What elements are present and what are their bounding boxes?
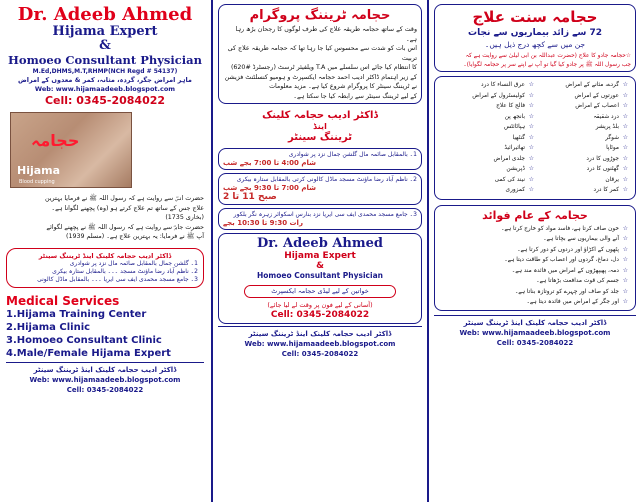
clinic-training: ٹریننگ سینٹر (288, 132, 352, 143)
training-title: حجامہ ٹریننگ پروگرام (249, 8, 391, 23)
clinic-title: ڈاکٹر ادیب حجامہ کلینک (262, 110, 378, 121)
doctor-name: Dr. Adeeb Ahmed (17, 4, 193, 25)
location-time-extra: صبح 11 تا 2 (223, 192, 277, 202)
location-time: شام 7:00 تا 9:30 بجے شب (223, 184, 317, 192)
footer-cell: Cell: 0345-2084022 (496, 338, 574, 347)
benefit-item: ☆ دل، دماغ، گردوں اور اعصاب کو طاقت دیتا ہے۔ (441, 255, 619, 266)
photo-title: حجامہ (31, 131, 80, 150)
disease-item: ☆ اعصاب کے امراض (535, 101, 619, 112)
intro-line: کے لیے ٹریننگ سینٹر سے رابطہ کیا جا سکتا ہے۔ (293, 92, 417, 100)
location-item (218, 173, 422, 205)
benefit-item: ☆ جسم کی قوت مدافعت بڑھاتا ہے۔ (441, 276, 619, 287)
clinic-and: اینڈ (313, 122, 327, 131)
hadith-line: حضرت جابرؓ سے روایت ہے کہ رسول اللہ ﷺ نے پچھنے لگوائے (46, 223, 204, 231)
column-middle (214, 0, 426, 502)
hadith-line: (بخاری 1735) (165, 214, 204, 221)
doctor-card (218, 233, 422, 324)
doctor-name: Dr. Adeeb Ahmed (257, 236, 383, 251)
location-text: 1۔ بالمقابل صائمہ مال گلشن جمال نزد پر شوادری (288, 151, 417, 158)
disease-item: ☆ بانجھ پن (441, 112, 525, 123)
homoeo-title: Homoeo Consultant Physician (257, 271, 383, 280)
intro-line: وقت کے ساتھ حجامہ طریقہ علاج کی طرف لوگوں کا رجحان بڑھ رہا ہے۔ (235, 26, 417, 43)
ladies-badge: خواتین کے لیے لیڈی حجامہ ایکسپرٹ (244, 285, 396, 298)
diseases-column-right (535, 80, 629, 196)
services-title: Medical Services (6, 293, 120, 308)
service-item: 1.Hijama Training Center (6, 308, 147, 320)
disease-item: ☆ جلدی امراض (441, 154, 525, 165)
benefits-section (434, 205, 636, 311)
website: Web: www.hijamaadeeb.blogspot.com (34, 85, 176, 93)
appointment-note: (آسانی کے لیے فون پر وقت لے لیا جائے) (267, 301, 373, 309)
benefits-title: حجامہ کے عام فوائد (482, 208, 588, 222)
training-section (218, 4, 422, 104)
training-intro (223, 25, 417, 101)
hadith-line: علاج جس کے ساتھ تم علاج کرتے ہو (وہ) پچھنے لگوانا ہے۔ (51, 204, 204, 212)
column-divider (427, 0, 429, 502)
intro-line: اس بات کو شدت سے محسوس کیا جا رہا تھا کہ حجامہ طریقہ علاج کی تربیت (227, 45, 417, 62)
locations-list (218, 148, 422, 230)
sunnah-hadith (439, 52, 631, 69)
photo-caption: Hijama (17, 164, 61, 177)
diseases-column-left (441, 80, 535, 196)
disease-item: ☆ کمزوری (441, 185, 525, 196)
disease-item: ☆ عورتوں کے امراض (535, 91, 619, 102)
disease-item: ☆ ہپاٹائٹس (441, 122, 525, 133)
service-item: 2.Hijama Clinic (6, 321, 91, 333)
benefit-item: ☆ آنے والی بیماریوں سے بچاتا ہے۔ (441, 234, 619, 245)
benefit-item: ☆ جلد کو صاف اور چہرے کو تروتازہ بناتا ہے۔ (441, 287, 619, 298)
specialty: ماہر امراض جگر، گردہ، مثانہ، کمر & معدوں کے امراض (18, 76, 192, 84)
column-left (0, 0, 210, 502)
cell-number: Cell: 0345-2084022 (270, 310, 370, 320)
location-text: 3۔ جامع مسجد محمدی ایف سی ایریا نزد بنارس اسکوائر زہرہ نگر بلکور (233, 211, 417, 218)
expert-title: Hijama Expert (52, 24, 158, 39)
hadith-block (6, 194, 204, 242)
disease-item: ☆ گھٹنوں کا درد (535, 164, 619, 175)
hadith-line: ☆حجامہ جادو کا علاج (حضرت عبداللہ بن ابی لیلیٰ سے روایت ہے کہ (465, 53, 631, 59)
center-item: 2۔ ناظم آباد رضا ماؤنٹ مسجد ۔۔۔ بالمقابل ستارہ بیکری (52, 267, 198, 275)
benefit-item: ☆ پٹھوں کے اکڑاؤ اور دردوں کو دور کرتا ہے۔ (441, 245, 619, 256)
disease-item: ☆ یرقان (535, 175, 619, 186)
disease-item: ☆ درد شقیقہ (535, 112, 619, 123)
disease-item: ☆ ڈپریشن (441, 164, 525, 175)
column-right (430, 0, 640, 502)
footer-title: ڈاکٹر ادیب حجامہ کلینک اینڈ ٹریننگ سینٹر (248, 330, 392, 338)
footer-web[interactable]: Web: www.hijamaadeeb.blogspot.com (244, 340, 396, 348)
homoeo-title: Homoeo Consultant Physician (8, 53, 202, 67)
disease-item: ☆ شوگر (535, 133, 619, 144)
centers-title: ڈاکٹر ادیب حجامہ کلینک اینڈ ٹریننگ سینٹر (38, 251, 172, 260)
disease-item: ☆ تھائیرائیڈ (441, 143, 525, 154)
divider (218, 326, 422, 327)
footer-cell: Cell: 0345-2084022 (281, 350, 359, 358)
location-time: شام 4:00 تا 7:00 بجے شب (223, 159, 317, 167)
divider (6, 362, 204, 363)
ampersand: & (99, 38, 111, 53)
location-time: رات 9:30 تا 10:30 بجے (223, 219, 303, 227)
disease-item: ☆ بلڈ پریشر (535, 122, 619, 133)
cell-number: Cell: 0345-2084022 (44, 94, 166, 107)
benefit-item: ☆ دمہ، پھیپھڑوں کے امراض میں فائدہ مند ہے۔ (441, 266, 619, 277)
diseases-list (434, 76, 636, 200)
sunnah-subtitle: 72 سے زائد بیماریوں سے نجات (468, 28, 602, 38)
photo-subcaption: Blood cupping (19, 179, 55, 185)
service-item: 4.Male/Female Hijama Expert (6, 347, 171, 359)
benefit-item: ☆ اور جگر کے امراض میں فائدہ دیتا ہے۔ (441, 297, 619, 308)
ampersand: & (316, 261, 324, 271)
hadith-line: آپ ﷺ نے فرمایا: یہ بہترین علاج ہے۔ (مسلم 1939) (66, 233, 204, 240)
column-divider (211, 0, 213, 502)
disease-item: ☆ گنٹھیا (441, 133, 525, 144)
center-item: 1۔ گلشن جمال بالمقابل صائمہ مال نزد پر شوادری (69, 259, 198, 267)
divider (434, 315, 636, 316)
hadith-line: جب رسول اللہ ﷺ پر جادو کیا گیا تو آپ نے اپنے سر پر حجامہ لگوایا)۔ (463, 61, 631, 68)
disease-item: ☆ عرق النساء کا درد (441, 80, 525, 91)
sunnah-title: حجامہ سنت علاج (472, 8, 598, 26)
location-item (218, 148, 422, 170)
intro-line: کا انتظام کیا جائے اس سلسلے میں T.A ویلفیئر ٹرسٹ (رجسٹرڈ #620) (230, 64, 417, 71)
expert-title: Hijama Expert (284, 251, 356, 261)
location-text: 2۔ ناظم آباد رضا ماؤنٹ مسجد ماڈل کالونی کرتی بالمقابل ستارہ بیکری (236, 176, 417, 183)
footer-title: ڈاکٹر ادیب حجامہ کلینک اینڈ ٹریننگ سینٹر (463, 318, 607, 327)
footer-web[interactable]: Web: www.hijamaadeeb.blogspot.com (459, 328, 611, 337)
hijama-photo (10, 112, 132, 188)
footer-title: ڈاکٹر ادیب حجامہ کلینک اینڈ ٹریننگ سینٹر (33, 365, 177, 374)
centers-box (6, 248, 204, 288)
disease-item: ☆ نیند کی کمی (441, 175, 525, 186)
disease-item: ☆ کولیسٹرول کے امراض (441, 91, 525, 102)
location-item (218, 208, 422, 230)
intro-line: نے ٹریننگ سینٹر کا پروگرام شروع کیا ہے۔ مزید معلومات (269, 83, 417, 90)
disease-item: ☆ موٹاپا (535, 143, 619, 154)
center-item: 3۔ جامع مسجد محمدی ایف سی ایریا ۔۔۔ بالمقابل ماڈل کالونی (37, 275, 198, 283)
benefit-item: ☆ خون صاف کرتا ہے، فاسد مواد کو خارج کرتا ہے۔ (441, 224, 619, 235)
disease-item: ☆ جوڑوں کا درد (535, 154, 619, 165)
clinic-heading (218, 110, 422, 144)
hadith-line: حضرت انسؓ سے روایت ہے کہ رسول اللہ ﷺ نے فرمایا بہترین (44, 195, 204, 202)
service-item: 3.Homoeo Consultant Clinic (6, 334, 162, 346)
sunnah-subtitle-2: جن میں سے کچھ درج ذیل ہیں۔ (484, 40, 586, 49)
sunnah-section (434, 4, 636, 72)
footer-cell: Cell: 0345-2084022 (66, 385, 144, 394)
footer-web[interactable]: Web: www.hijamaadeeb.blogspot.com (29, 375, 181, 384)
disease-item: ☆ گردے، مثانے کے امراض (535, 80, 619, 91)
intro-line: کے زیر اہتمام ڈاکٹر ادیب احمد حجامہ ایکسپرٹ و ہومیو کنسلٹنٹ فزیشن (224, 73, 417, 81)
disease-item: ☆ فالج کا علاج (441, 101, 525, 112)
degrees: M.Ed,DHMS,M.T,RHMP(NCH Regd # 54137) (32, 68, 178, 75)
disease-item: ☆ کمر کا درد (535, 185, 619, 196)
